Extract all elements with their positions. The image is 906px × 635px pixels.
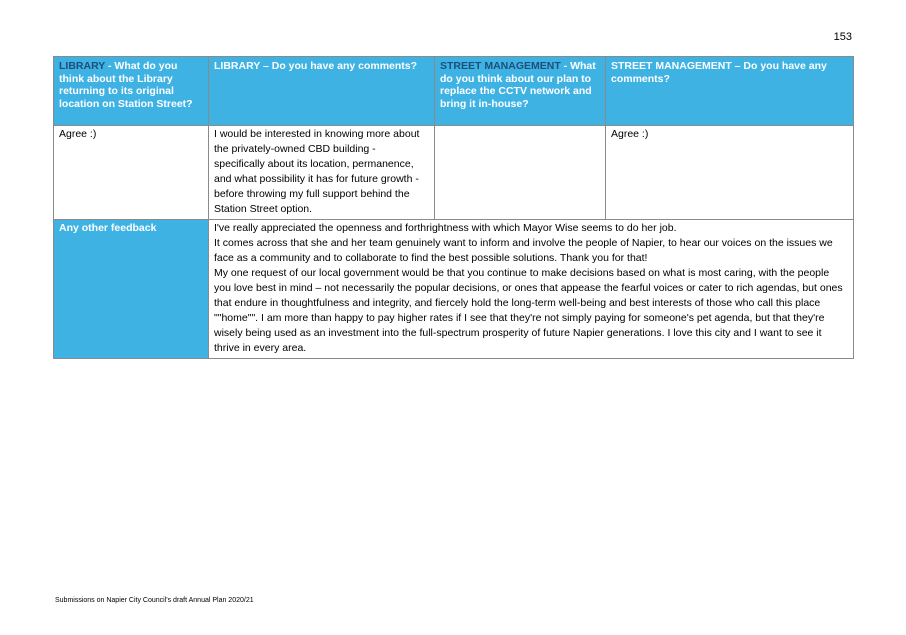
header-row — [54, 57, 854, 126]
street-opinion-cell — [435, 126, 606, 220]
header-text: LIBRARY – Do you have any comments? — [214, 60, 418, 72]
header-text: - What do you think about our plan to replace the CCTV network and bring it in-house? — [440, 60, 596, 110]
header-highlight: LIBRARY — [59, 60, 106, 72]
header-highlight: STREET MANAGEMENT — [440, 60, 561, 72]
feedback-cell — [209, 220, 854, 359]
header-text: - What do you think about the Library returning to its original location on Station Street? — [59, 60, 193, 110]
header-library-opinion — [54, 57, 209, 126]
submission-table — [53, 56, 854, 359]
feedback-row — [54, 220, 854, 359]
header-text: STREET MANAGEMENT – Do you have any comments? — [611, 60, 827, 85]
header-library-comments — [209, 57, 435, 126]
page-footer: Submissions on Napier City Council's draft Annual Plan 2020/21 — [55, 597, 254, 604]
library-opinion-cell: Agree :) — [54, 126, 209, 220]
header-street-comments — [606, 57, 854, 126]
feedback-label: Any other feedback — [54, 220, 209, 359]
response-row — [54, 126, 854, 220]
feedback-paragraph: I've really appreciated the openness and forthrightness with which Mayor Wise seems to do her job. — [214, 222, 677, 234]
header-street-opinion — [435, 57, 606, 126]
page-number: 153 — [833, 31, 852, 43]
street-comments-cell: Agree :) — [606, 126, 854, 220]
feedback-paragraph: My one request of our local government would be that you continue to make decisions based on what is most caring, with the people you love best in mind – not necessarily the popular decisions, or ones that appease the fearful voices or cater to rich agendas, but ones that endure in thoughtfulness and integrity, and fiercely hold the long-term well-being and best interests of those who call this place ""home"". I am more than happy to pay higher rates if I see that they're not simply paying for someone's pet agenda, but that they're wisely being used as an investment into the full-spectrum prosperity of future Napier generations. I love this city and I want to see it thrive in every area. — [214, 267, 843, 354]
feedback-paragraph: It comes across that she and her team genuinely want to inform and involve the people of Napier, to hear our voices on the issues we face as a community and to collaborate to find the best possible solutions. Thank you for that! — [214, 237, 833, 264]
library-comments-cell: I would be interested in knowing more about the privately-owned CBD building - specifically about its location, permanence, and what possibility it has for future growth - before throwing my full support behind the Station Street option. — [209, 126, 435, 220]
